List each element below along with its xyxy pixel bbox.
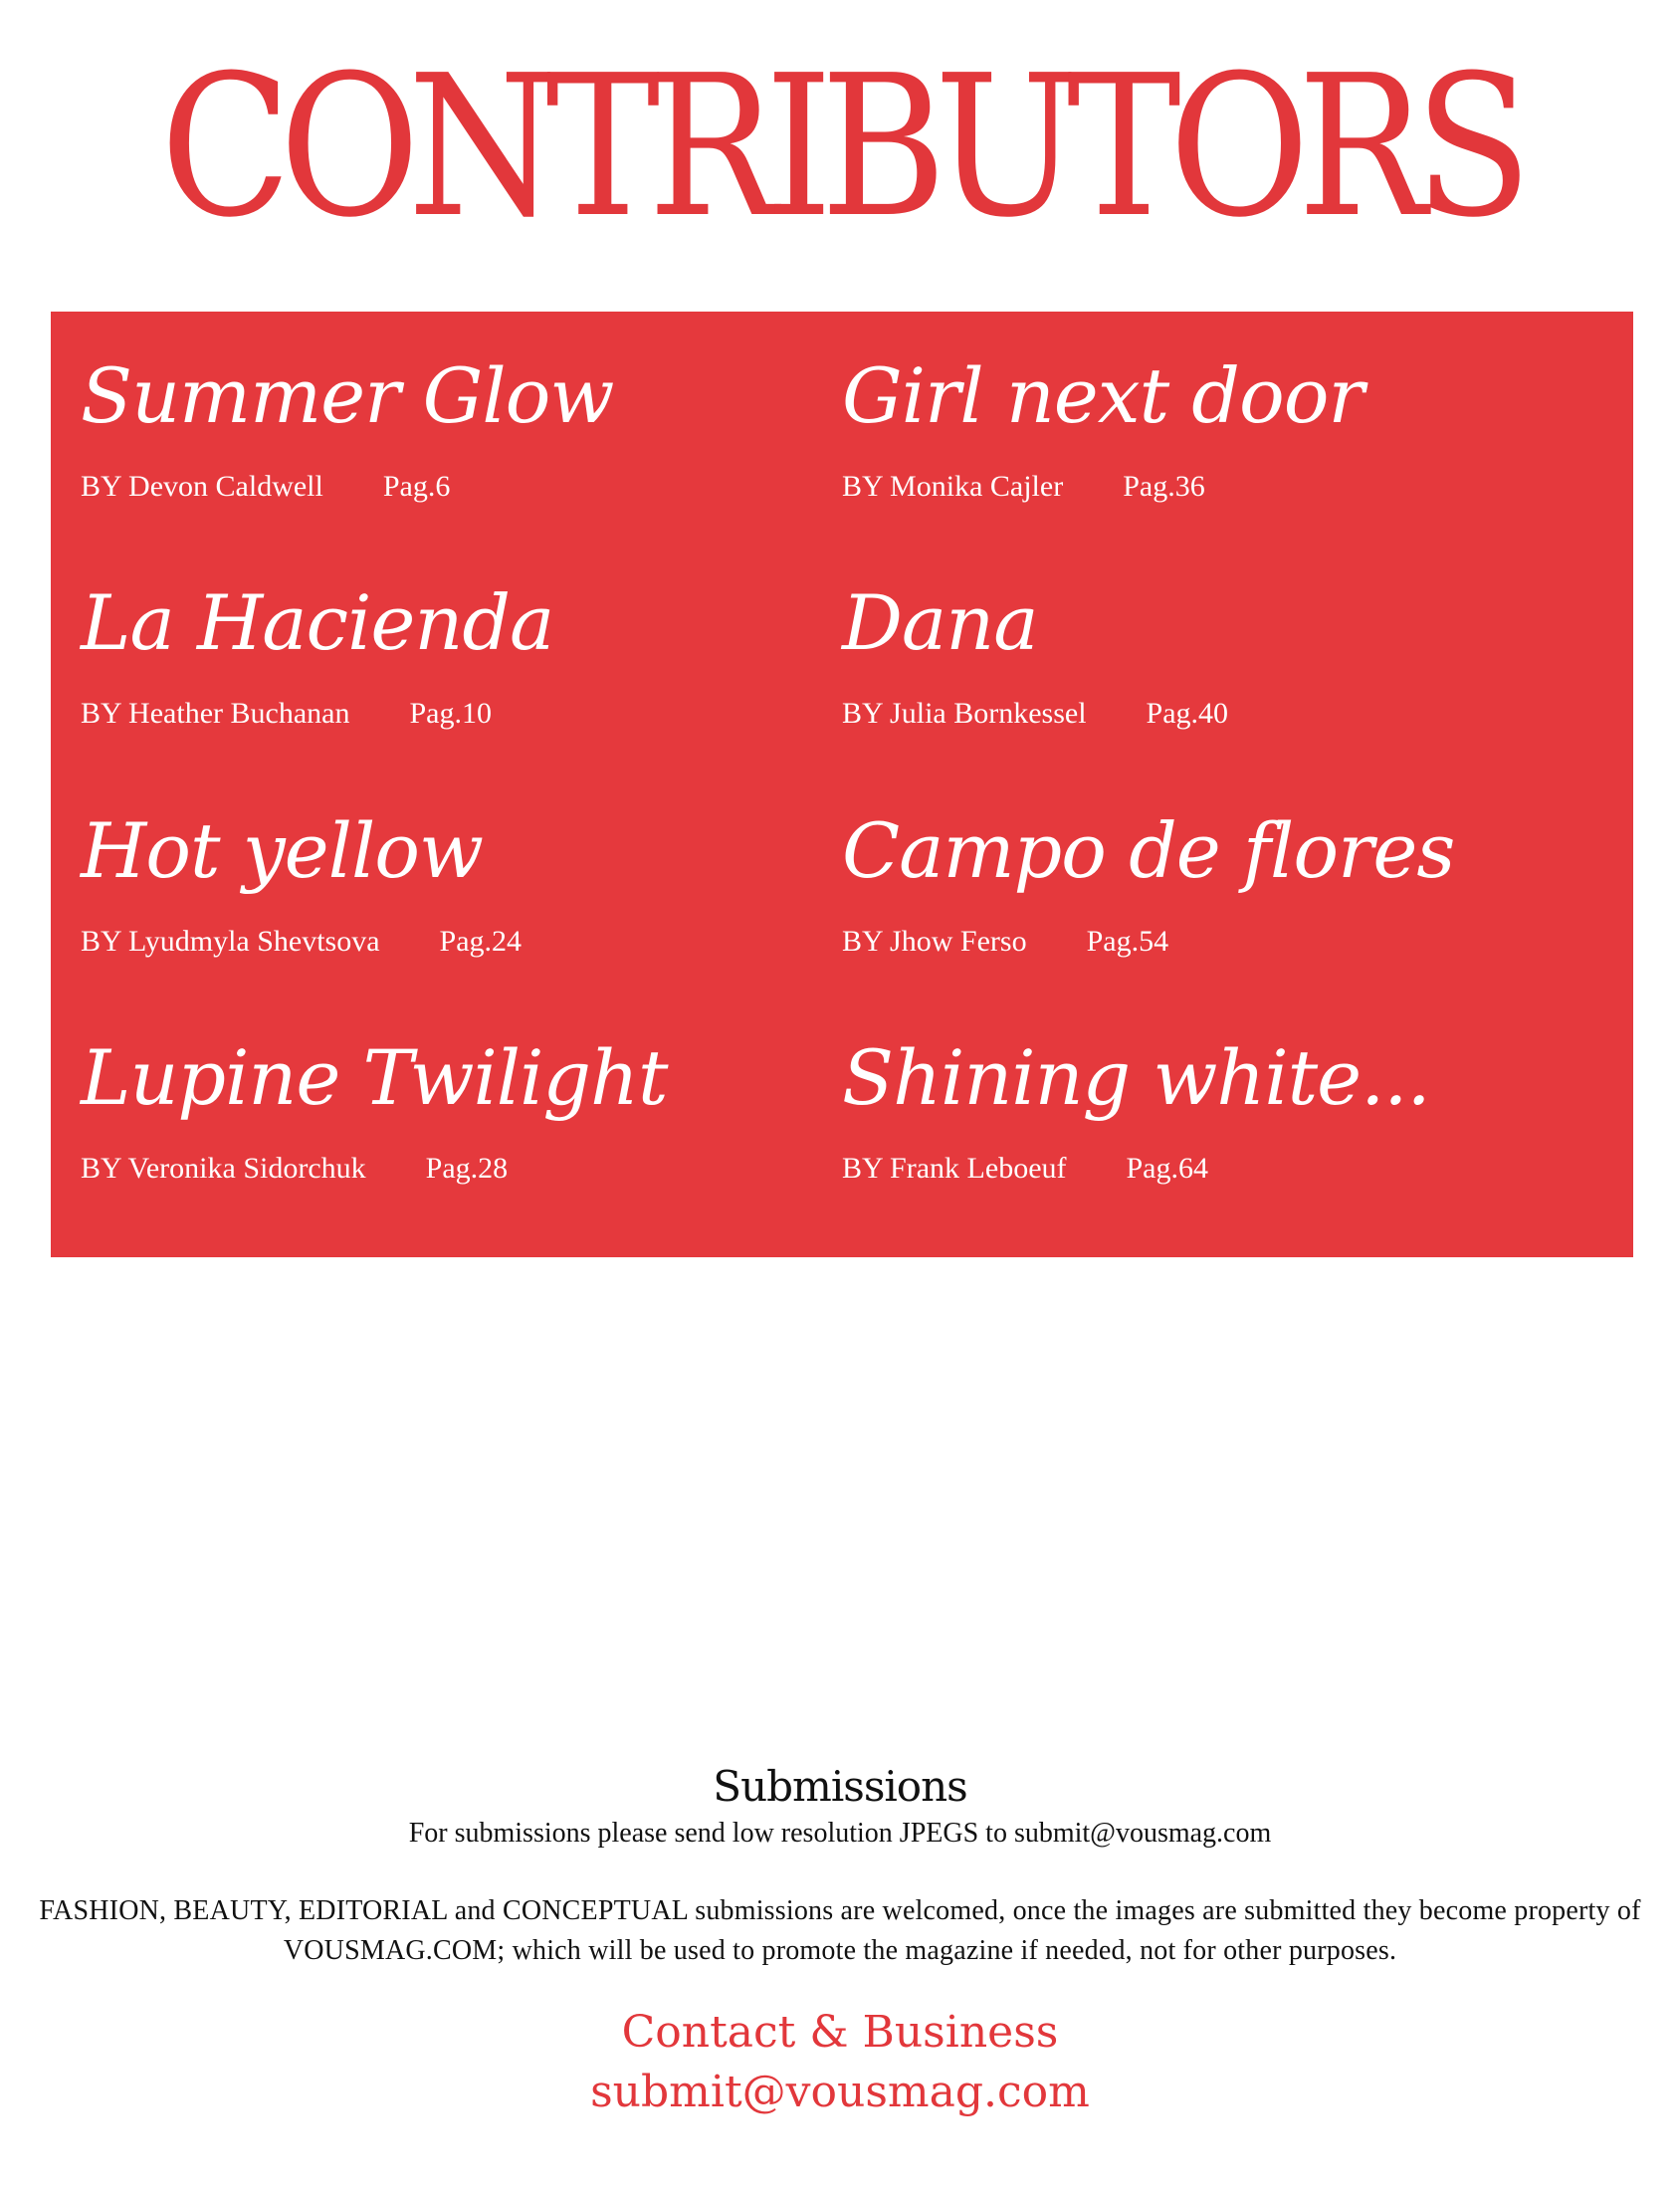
page-title: CONTRIBUTORS xyxy=(159,34,1521,261)
story-title: Hot yellow xyxy=(81,806,484,895)
contact-email-link[interactable]: submit@vousmag.com xyxy=(590,2067,1090,2117)
submissions-terms: FASHION, BEAUTY, EDITORIAL and CONCEPTUAL submissions are welcomed, once the images are submitted they become property of VOUSMAG.COM; which will be used to promote the magazine if needed, not for other purposes. xyxy=(39,1895,1641,1966)
author-name: BY Veronika Sidorchuk xyxy=(81,1152,366,1185)
author-name: BY Frank Leboeuf xyxy=(842,1152,1067,1185)
page-number: Pag.28 xyxy=(425,1152,509,1185)
story-title: Summer Glow xyxy=(81,351,614,440)
story-title: Shining white... xyxy=(842,1033,1430,1122)
contributor-entry[interactable] xyxy=(81,806,522,960)
story-title: La Hacienda xyxy=(81,578,554,667)
story-title: Girl next door xyxy=(842,351,1364,440)
page-number: Pag.36 xyxy=(1123,470,1205,503)
contributor-entry[interactable] xyxy=(81,578,553,732)
author-name: BY Monika Cajler xyxy=(842,470,1064,503)
page-number: Pag.54 xyxy=(1086,925,1169,958)
contributor-entry[interactable] xyxy=(81,351,613,505)
page-number: Pag.64 xyxy=(1126,1152,1208,1185)
contributor-entry[interactable] xyxy=(842,1033,1430,1187)
story-title: Lupine Twilight xyxy=(81,1033,668,1122)
submissions-section xyxy=(0,1762,1680,2122)
story-title: Campo de flores xyxy=(842,806,1455,895)
page-number: Pag.24 xyxy=(439,925,523,958)
author-name: BY Julia Bornkessel xyxy=(842,697,1087,730)
contributors-panel xyxy=(51,312,1633,1257)
author-name: BY Devon Caldwell xyxy=(81,470,323,503)
author-name: BY Jhow Ferso xyxy=(842,925,1027,958)
story-title: Dana xyxy=(842,578,1038,667)
submissions-heading: Submissions xyxy=(713,1762,967,1811)
page-number: Pag.6 xyxy=(382,470,451,503)
page-number: Pag.10 xyxy=(409,697,492,730)
contributor-entry[interactable] xyxy=(842,351,1364,505)
author-name: BY Lyudmyla Shevtsova xyxy=(81,925,380,958)
contact-heading: Contact & Business xyxy=(621,2007,1059,2058)
contributor-entry[interactable] xyxy=(842,806,1454,960)
author-name: BY Heather Buchanan xyxy=(81,697,350,730)
submissions-instructions: For submissions please send low resolution JPEGS to submit@vousmag.com xyxy=(408,1818,1272,1849)
contributor-entry[interactable] xyxy=(81,1033,668,1187)
contributor-entry[interactable] xyxy=(842,578,1228,732)
page-number: Pag.40 xyxy=(1146,697,1229,730)
